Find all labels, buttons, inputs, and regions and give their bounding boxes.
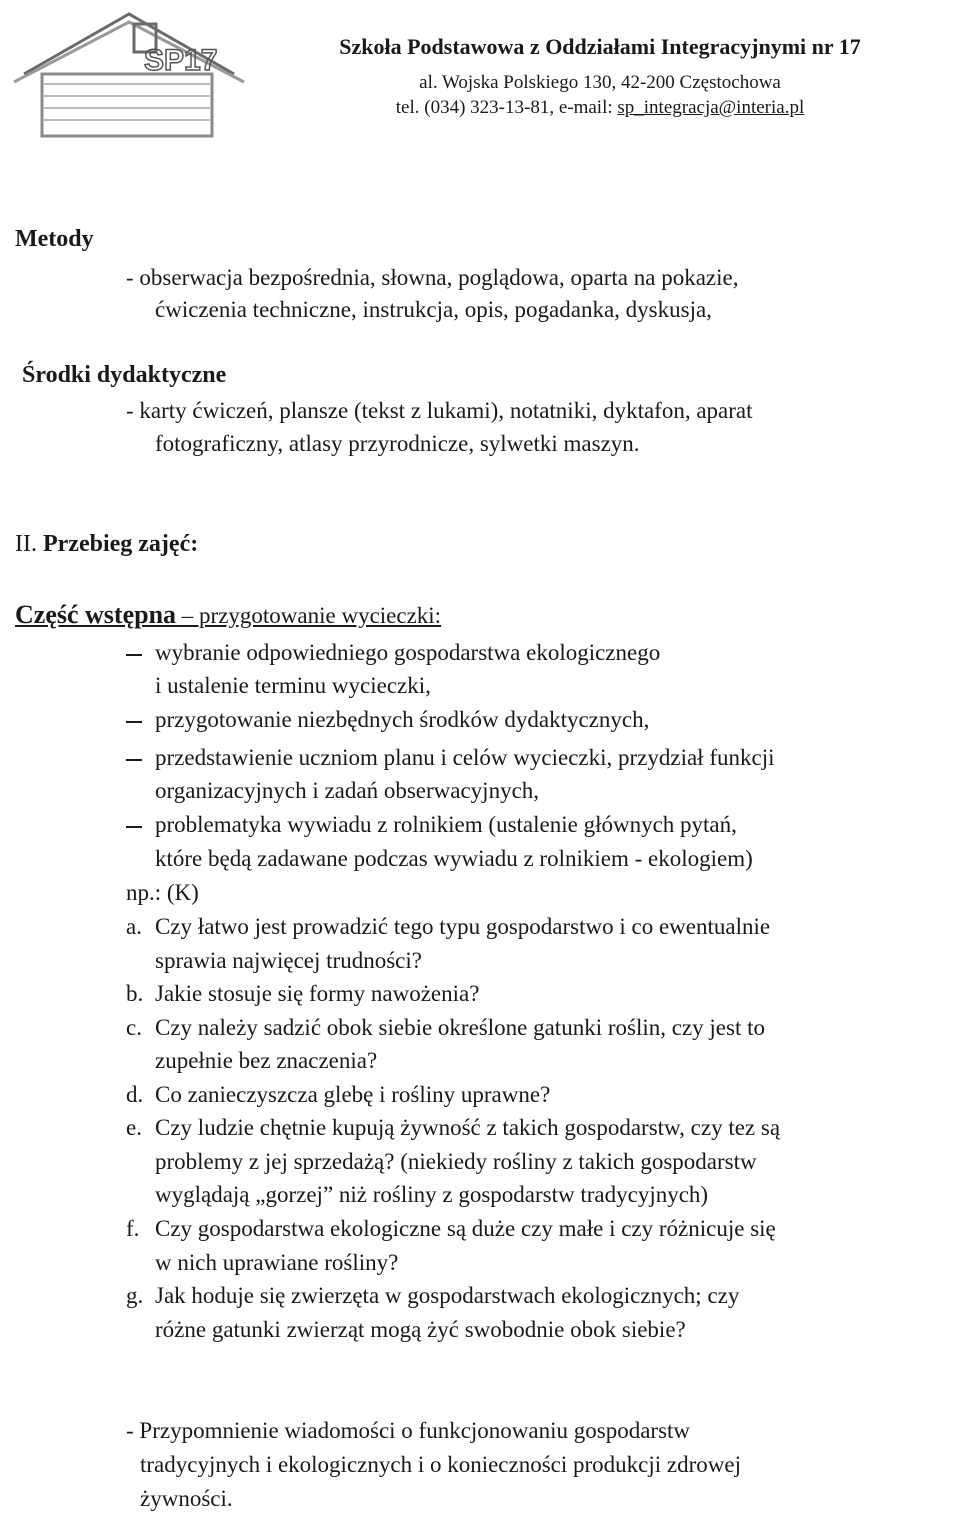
contact-phone: tel. (034) 323-13-81, e-mail: <box>395 97 618 118</box>
school-logo <box>4 4 274 144</box>
school-name: Szkoła Podstawowa z Oddziałami Integracyjnymi nr 17 <box>339 34 861 59</box>
question-marker: a. <box>126 914 142 939</box>
question-marker: b. <box>126 981 144 1006</box>
email-link[interactable]: sp_integracja@interia.pl <box>617 97 805 118</box>
question-line: problemy z jej sprzedażą? (niekiedy rośliny z takich gospodarstw <box>155 1149 757 1174</box>
metody-heading: Metody <box>15 226 94 252</box>
przebieg-title: Przebieg zajęć: <box>42 531 199 557</box>
question-marker: d. <box>126 1082 144 1107</box>
metody-line: ćwiczenia techniczne, instrukcja, opis, pogadanka, dyskusja, <box>155 297 712 322</box>
school-address: al. Wojska Polskiego 130, 42-200 Częstochowa <box>419 72 781 93</box>
dash-marker <box>126 721 142 723</box>
czesc-title: Część wstępna <box>15 600 177 629</box>
question-line: Czy gospodarstwa ekologiczne są duże czy małe i czy różnicuje się <box>155 1216 776 1241</box>
np-label: np.: (K) <box>126 880 199 905</box>
metody-line: - obserwacja bezpośrednia, słowna, poglądowa, oparta na pokazie, <box>126 265 739 290</box>
dash-item-line: przygotowanie niezbędnych środków dydaktycznych, <box>155 707 650 732</box>
question-marker: c. <box>126 1015 142 1040</box>
question-line: Jak hoduje się zwierzęta w gospodarstwach ekologicznych; czy <box>155 1283 740 1308</box>
srodki-heading: Środki dydaktyczne <box>22 362 227 388</box>
dash-item-line: przedstawienie uczniom planu i celów wycieczki, przydział funkcji <box>155 745 775 770</box>
question-line: Czy należy sadzić obok siebie określone gatunki roślin, czy jest to <box>155 1015 765 1040</box>
dash-marker <box>126 654 142 656</box>
dash-item-line: które będą zadawane podczas wywiadu z rolnikiem - ekologiem) <box>155 846 753 871</box>
school-contact <box>240 97 960 119</box>
srodki-line: - karty ćwiczeń, plansze (tekst z lukami), notatniki, dyktafon, aparat <box>126 398 753 423</box>
question-line: wyglądają „gorzej” niż rośliny z gospodarstw tradycyjnych) <box>155 1182 709 1207</box>
dash-item-line: problematyka wywiadu z rolnikiem (ustalenie głównych pytań, <box>155 812 737 837</box>
question-marker: f. <box>126 1216 140 1241</box>
przebieg-heading <box>15 531 198 558</box>
final-item-line: - Przypomnienie wiadomości o funkcjonowaniu gospodarstw <box>126 1418 691 1443</box>
question-marker: g. <box>126 1283 144 1308</box>
dash-item-line: wybranie odpowiedniego gospodarstwa ekologicznego <box>155 640 661 665</box>
dash-item-line: i ustalenie terminu wycieczki, <box>155 673 431 698</box>
final-item-line: tradycyjnych i ekologicznych i o konieczności produkcji zdrowej <box>140 1452 741 1477</box>
final-item-line: żywności. <box>140 1486 233 1511</box>
question-marker: e. <box>126 1115 142 1140</box>
dash-marker <box>126 826 142 828</box>
czesc-heading <box>15 600 441 630</box>
question-line: Co zanieczyszcza glebę i rośliny uprawne? <box>155 1082 551 1107</box>
question-line: w nich uprawiane rośliny? <box>155 1250 399 1275</box>
question-line: zupełnie bez znaczenia? <box>155 1048 378 1073</box>
dash-item-line: organizacyjnych i zadań obserwacyjnych, <box>155 778 540 803</box>
dash-marker <box>126 759 142 761</box>
roman-numeral: II. <box>15 531 37 557</box>
logo-text: SP17 <box>144 44 218 77</box>
question-line: Czy łatwo jest prowadzić tego typu gospodarstwo i co ewentualnie <box>155 914 771 939</box>
question-line: Jakie stosuje się formy nawożenia? <box>155 981 480 1006</box>
czesc-subtitle: – przygotowanie wycieczki: <box>176 603 442 628</box>
srodki-line: fotograficzny, atlasy przyrodnicze, sylwetki maszyn. <box>155 431 640 456</box>
question-line: Czy ludzie chętnie kupują żywność z takich gospodarstw, czy tez są <box>155 1115 781 1140</box>
question-line: różne gatunki zwierząt mogą żyć swobodnie obok siebie? <box>155 1317 686 1342</box>
question-line: sprawia najwięcej trudności? <box>155 948 422 973</box>
